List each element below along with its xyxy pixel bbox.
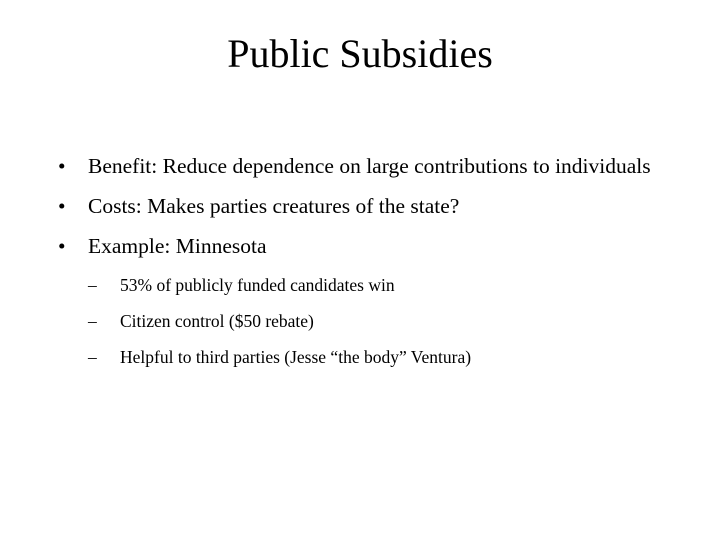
slide-title: Public Subsidies xyxy=(227,31,493,76)
bullet-text: Example: Minnesota xyxy=(88,234,267,258)
bullet-list xyxy=(58,152,658,381)
sub-bullet-item xyxy=(88,345,658,369)
sub-bullet-text: Helpful to third parties (Jesse “the body” Ventura) xyxy=(120,347,472,367)
bullet-item-example xyxy=(58,232,658,369)
sub-bullet-marker: – xyxy=(88,311,97,331)
sub-bullet-list xyxy=(88,273,658,369)
bullet-marker: • xyxy=(58,154,66,178)
bullet-text: Costs: Makes parties creatures of the state? xyxy=(88,194,460,218)
sub-bullet-marker: – xyxy=(88,347,97,367)
sub-bullet-item xyxy=(88,309,658,333)
bullet-text: Benefit: Reduce dependence on large contributions to individuals xyxy=(88,154,651,178)
bullet-marker: • xyxy=(58,234,66,258)
sub-bullet-text: 53% of publicly funded candidates win xyxy=(120,275,395,295)
bullet-marker: • xyxy=(58,194,66,218)
sub-bullet-item xyxy=(88,273,658,297)
sub-bullet-marker: – xyxy=(88,275,97,295)
bullet-item-benefit xyxy=(58,152,658,181)
sub-bullet-text: Citizen control ($50 rebate) xyxy=(120,311,314,331)
bullet-item-costs xyxy=(58,192,658,221)
